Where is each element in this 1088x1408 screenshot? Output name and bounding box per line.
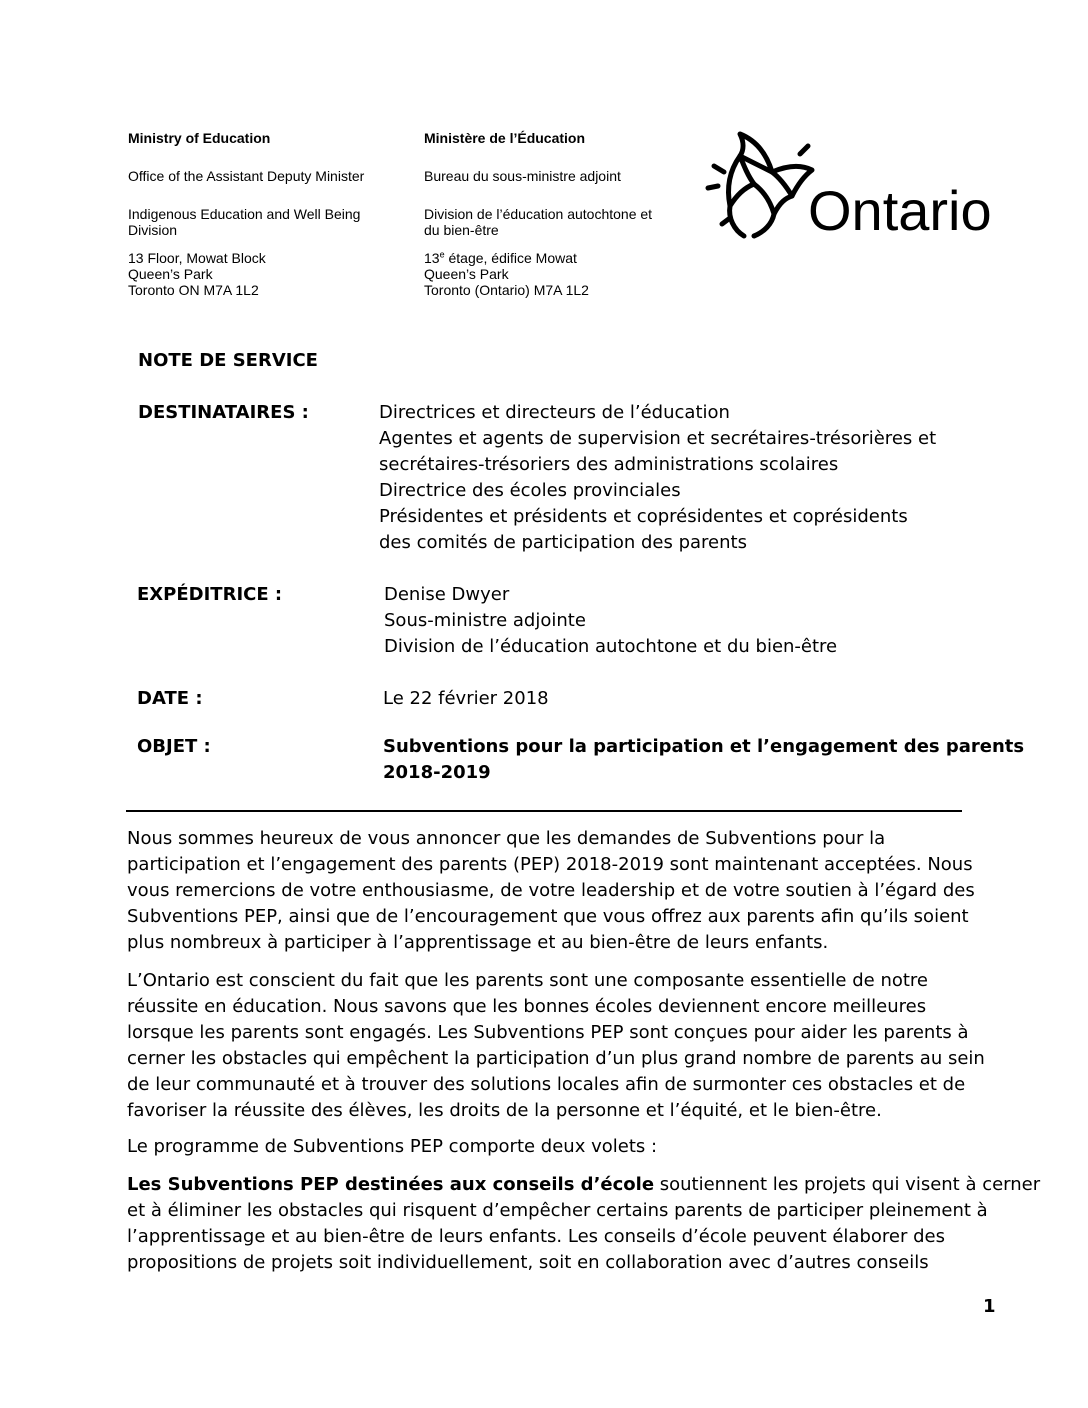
recipient-line: Directrices et directeurs de l’éducation <box>379 402 730 423</box>
paragraph-line: Subventions PEP, ainsi que de l’encouragement que vous offrez aux parents afin qu’ils soient <box>127 906 969 927</box>
office-name-fr: Bureau du sous-ministre adjoint <box>424 168 621 184</box>
paragraph-2 <box>127 968 985 1124</box>
paragraph-line: Le programme de Subventions PEP comporte deux volets : <box>127 1136 658 1157</box>
paragraph-line: favoriser la réussite des élèves, les droits de la personne et l’équité, et le bien-être. <box>127 1100 882 1121</box>
paragraph-line: l’apprentissage et au bien-être de leurs enfants. Les conseils d’école peuvent élaborer des <box>127 1226 945 1247</box>
address-en-2: Queen’s Park <box>128 266 213 282</box>
to-label: DESTINATAIRES : <box>138 402 309 423</box>
subject-line: Subventions pour la participation et l’engagement des parents <box>383 736 1025 757</box>
trillium-icon <box>708 134 812 236</box>
paragraph-line: propositions de projets soit individuellement, soit en collaboration avec d’autres conseils <box>127 1252 929 1273</box>
to-recipients <box>379 400 936 556</box>
paragraph-line: L’Ontario est conscient du fait que les parents sont une composante essentielle de notre <box>127 970 929 991</box>
paragraph-line: et à éliminer les obstacles qui risquent d’empêcher certains parents de participer pleinement à <box>127 1200 988 1221</box>
division-name-en-2: Division <box>128 222 178 238</box>
subject-label: OBJET : <box>137 736 211 757</box>
address-fr-2: Queen’s Park <box>424 266 509 282</box>
division-name-fr-2: du bien-être <box>424 222 499 238</box>
ontario-logo <box>700 126 1020 244</box>
paragraph-line <box>127 1172 1041 1198</box>
division-name-en-1: Indigenous Education and Well Being <box>128 206 361 222</box>
from-label: EXPÉDITRICE : <box>137 584 283 605</box>
address-fr-1-rest: étage, édifice Mowat <box>444 250 577 266</box>
paragraph-line: Nous sommes heureux de vous annoncer que les demandes de Subventions pour la <box>127 828 886 849</box>
paragraph-4-first-rest: soutiennent les projets qui visent à cerner <box>654 1174 1041 1195</box>
address-fr-3: Toronto (Ontario) M7A 1L2 <box>424 282 589 298</box>
ministry-name-fr: Ministère de l’Éducation <box>424 130 586 146</box>
sender-division: Division de l’éducation autochtone et du bien-être <box>384 636 838 657</box>
sender-name: Denise Dwyer <box>384 584 510 605</box>
paragraph-4 <box>127 1172 1041 1276</box>
paragraph-1 <box>127 826 975 956</box>
address-fr-1-sup: e <box>439 249 445 260</box>
paragraph-line: vous remercions de votre enthousiasme, de votre leadership et de votre soutien à l’égard des <box>127 880 975 901</box>
separator-rule <box>126 810 962 812</box>
paragraph-line: de leur communauté et à trouver des solutions locales afin de surmonter ces obstacles et de <box>127 1074 966 1095</box>
date-value: Le 22 février 2018 <box>383 688 549 709</box>
recipient-line: secrétaires-trésoriers des administrations scolaires <box>379 454 839 475</box>
address-en-3: Toronto ON M7A 1L2 <box>128 282 259 298</box>
recipient-line: Présidentes et présidents et coprésidentes et coprésidents <box>379 506 908 527</box>
logo-text: Ontario <box>808 179 992 242</box>
division-name-fr-1: Division de l’éducation autochtone et <box>424 206 653 222</box>
recipient-line: Directrice des écoles provinciales <box>379 480 681 501</box>
office-name-en: Office of the Assistant Deputy Minister <box>128 168 365 184</box>
ministry-name-en: Ministry of Education <box>128 130 271 146</box>
address-fr-1 <box>424 250 577 266</box>
paragraph-line: cerner les obstacles qui empêchent la participation d’un plus grand nombre de parents au sein <box>127 1048 985 1069</box>
paragraph-line: participation et l’engagement des parents (PEP) 2018-2019 sont maintenant acceptées. Nous <box>127 854 973 875</box>
paragraph-line: réussite en éducation. Nous savons que les bonnes écoles deviennent encore meilleures <box>127 996 927 1017</box>
sender-title: Sous-ministre adjointe <box>384 610 586 631</box>
from-sender <box>384 582 837 660</box>
subject-value <box>383 734 1024 786</box>
subject-line: 2018-2019 <box>383 762 491 783</box>
paragraph-3 <box>127 1134 967 1160</box>
recipient-line: Agentes et agents de supervision et secrétaires-trésorières et <box>379 428 937 449</box>
address-fr-1-num: 13 <box>424 250 440 266</box>
recipient-line: des comités de participation des parents <box>379 532 747 553</box>
page-number: 1 <box>983 1296 996 1317</box>
date-label: DATE : <box>137 688 203 709</box>
paragraph-4-bold-lead: Les Subventions PEP destinées aux conseils d’école <box>127 1174 655 1195</box>
paragraph-line: plus nombreux à participer à l’apprentissage et au bien-être de leurs enfants. <box>127 932 829 953</box>
memo-title: NOTE DE SERVICE <box>138 350 318 371</box>
paragraph-line: lorsque les parents sont engagés. Les Subventions PEP sont conçues pour aider les parents à <box>127 1022 969 1043</box>
address-en-1: 13 Floor, Mowat Block <box>128 250 266 266</box>
